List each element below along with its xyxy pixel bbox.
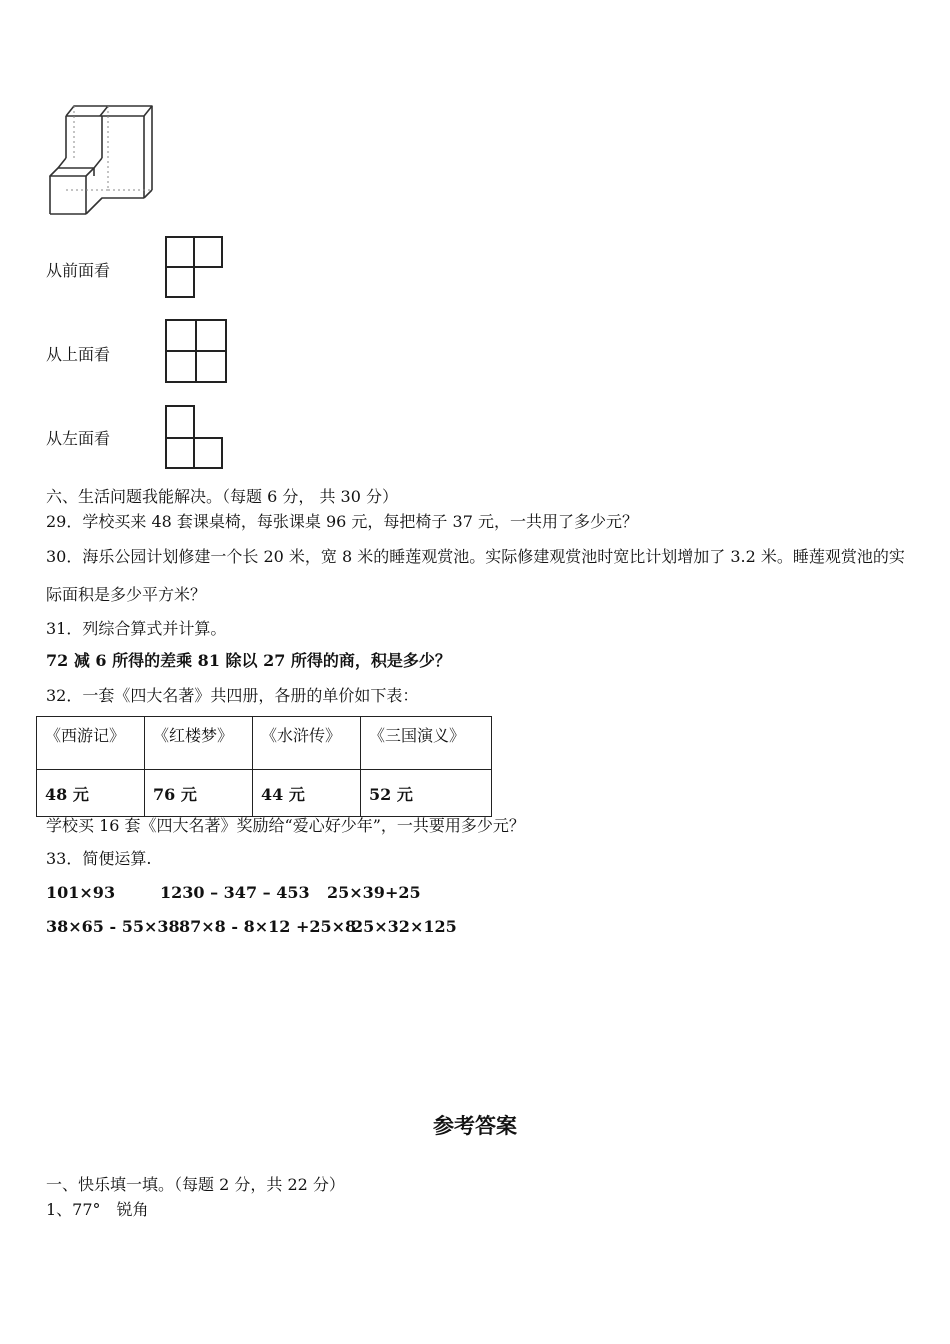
table-cell-title: 《红楼梦》 (145, 717, 253, 770)
question-31-line2: 72 减 6 所得的差乘 81 除以 27 所得的商，积是多少？ (46, 651, 451, 670)
calc-expression: 25×32×125 (352, 917, 457, 936)
top-view-drawing (163, 317, 229, 385)
table-cell-price: 48 元 (37, 770, 145, 817)
table-cell-price: 76 元 (145, 770, 253, 817)
answers-title: 参考答案 (433, 1114, 517, 1138)
cube-solid-figure (44, 100, 160, 220)
question-32-intro: 32．一套《四大名著》共四册，各册的单价如下表： (46, 686, 419, 705)
answer-item-1: 1、77° 锐角 (46, 1200, 149, 1219)
front-view-drawing (163, 234, 225, 300)
front-view-label: 从前面看 (46, 261, 111, 280)
calc-expression: 1230 – 347 – 453 (160, 883, 310, 902)
calc-expression: 87×8 - 8×12 +25×8 (179, 917, 357, 936)
question-33-intro: 33．简便运算. (46, 849, 152, 868)
question-29: 29．学校买来 48 套课桌椅，每张课桌 96 元，每把椅子 37 元，一共用了多少元？ (46, 512, 638, 531)
calc-expression: 38×65 - 55×38 (46, 917, 180, 936)
calc-expression: 25×39+25 (327, 883, 421, 902)
top-view-label: 从上面看 (46, 345, 111, 364)
left-view-drawing (163, 403, 225, 471)
answers-section1-heading: 一、快乐填一填。（每题 2 分，共 22 分） (46, 1175, 345, 1194)
table-cell-price: 52 元 (361, 770, 492, 817)
table-cell-title: 《三国演义》 (361, 717, 492, 770)
table-row (37, 770, 492, 817)
question-32-question: 学校买 16 套《四大名著》奖励给“爱心好少年”，一共要用多少元？ (46, 816, 525, 835)
question-30-line2: 际面积是多少平方米？ (46, 585, 207, 604)
table-cell-price: 44 元 (253, 770, 361, 817)
table-cell-title: 《水浒传》 (253, 717, 361, 770)
left-view-label: 从左面看 (46, 429, 111, 448)
question-30-line1: 30．海乐公园计划修建一个长 20 米，宽 8 米的睡莲观赏池。实际修建观赏池时宽比计划增加了 3.2 米。睡莲观赏池的实 (46, 547, 905, 566)
table-cell-title: 《西游记》 (37, 717, 145, 770)
calc-expression: 101×93 (46, 883, 116, 902)
book-price-table (36, 716, 492, 817)
section6-heading: 六、生活问题我能解决。（每题 6 分， 共 30 分） (46, 487, 398, 506)
table-row (37, 717, 492, 770)
question-31-line1: 31．列综合算式并计算。 (46, 619, 227, 638)
